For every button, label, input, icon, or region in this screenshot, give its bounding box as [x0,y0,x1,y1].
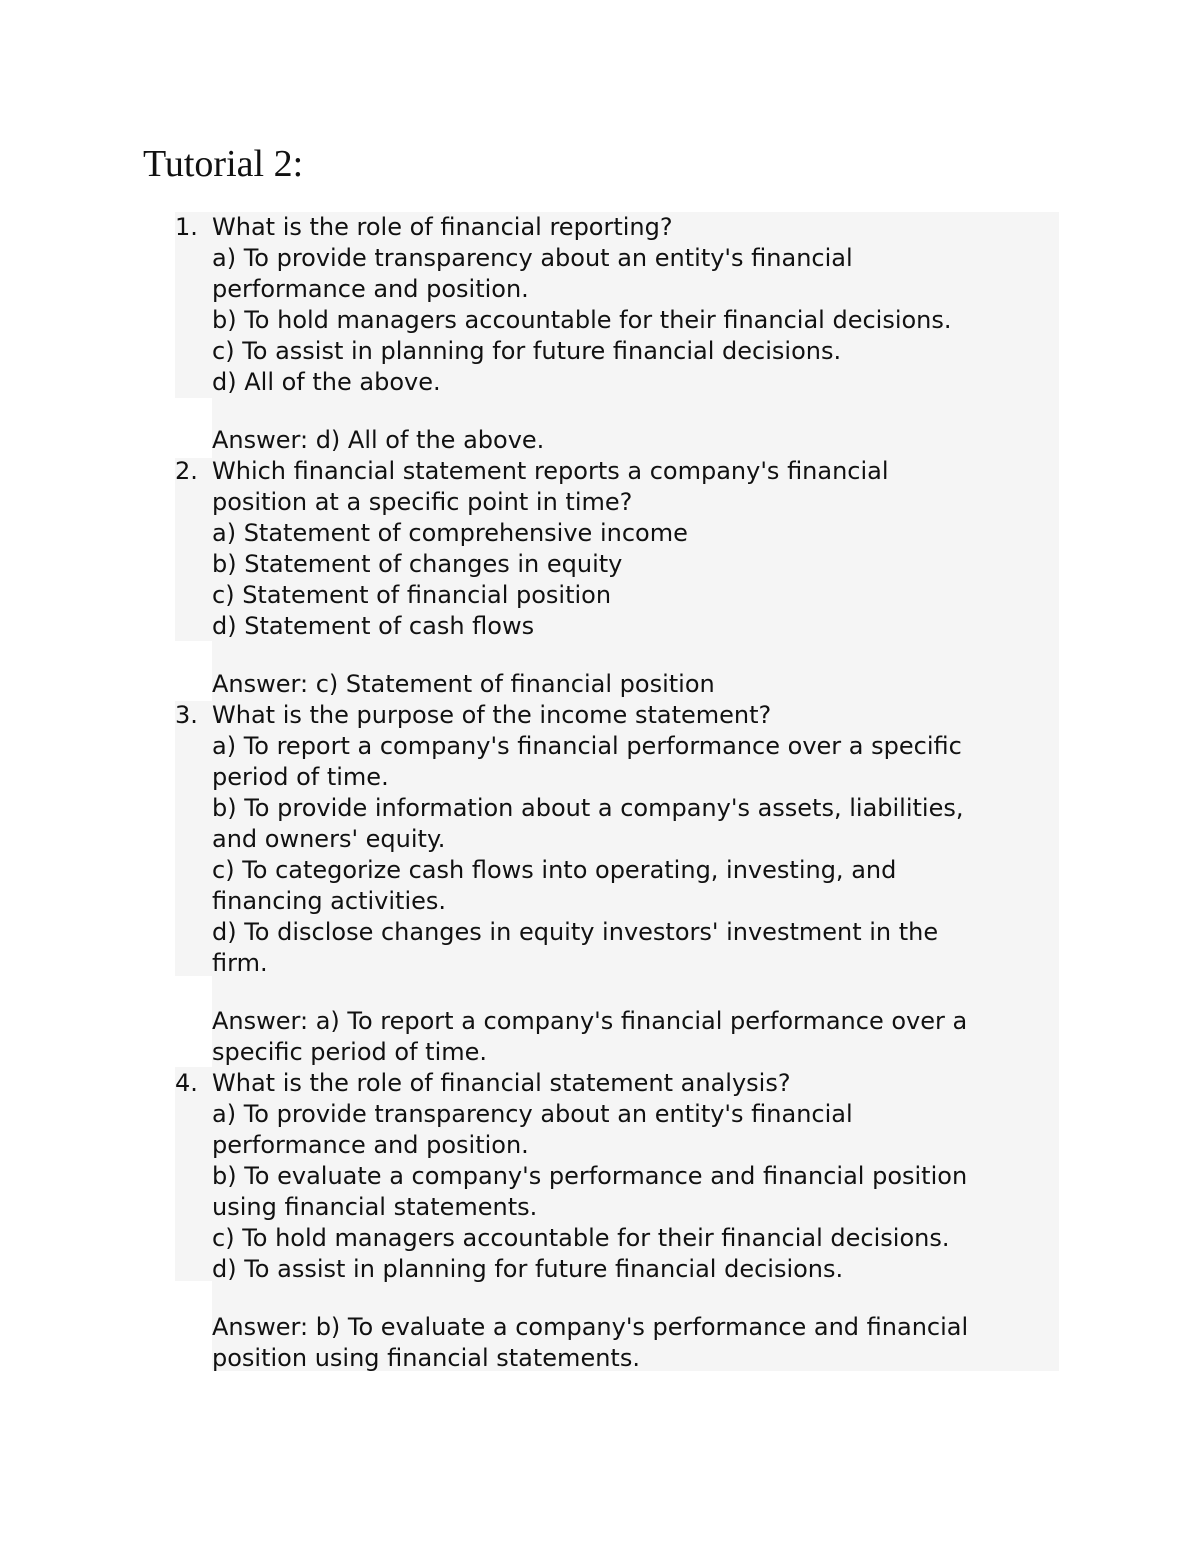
option-text: b) To evaluate a company's performance and financial position [212,1162,968,1190]
option-text: d) To disclose changes in equity investors' investment in the [212,918,939,946]
question-text: What is the purpose of the income statement? [212,701,772,729]
question-item [175,700,1065,1068]
question-list [175,212,1065,1374]
option-text: a) To report a company's financial performance over a specific [212,732,962,760]
answer-text: Answer: c) Statement of financial position [212,670,715,698]
option-text: d) Statement of cash flows [212,612,535,640]
option-text: using financial statements. [212,1193,538,1221]
option-text: c) Statement of financial position [212,581,612,609]
option-text: a) To provide transparency about an entity's financial [212,244,853,272]
page-title: Tutorial 2: [143,143,304,185]
spacer [212,642,1065,669]
question-number: 2. [175,457,198,485]
option-text: d) To assist in planning for future financial decisions. [212,1255,844,1283]
option-text: b) To provide information about a company's assets, liabilities, [212,794,964,822]
question-text: What is the role of financial reporting? [212,213,673,241]
option-text: and owners' equity. [212,825,446,853]
question-text: Which financial statement reports a company's financial [212,457,889,485]
question-text: What is the role of financial statement analysis? [212,1069,791,1097]
answer-text: specific period of time. [212,1038,488,1066]
spacer [212,1285,1065,1312]
option-text: firm. [212,949,268,977]
question-item [175,212,1065,456]
question-text: position at a specific point in time? [212,488,633,516]
question-number: 3. [175,701,198,729]
option-text: c) To categorize cash flows into operating, investing, and [212,856,897,884]
spacer [212,398,1065,425]
answer-text: Answer: b) To evaluate a company's performance and financial [212,1313,969,1341]
spacer [212,979,1065,1006]
question-number: 1. [175,213,198,241]
question-item [175,1068,1065,1374]
answer-text: position using financial statements. [212,1344,640,1372]
answer-text: Answer: a) To report a company's financial performance over a [212,1007,968,1035]
option-text: financing activities. [212,887,447,915]
option-text: performance and position. [212,275,529,303]
question-item [175,456,1065,700]
option-text: a) To provide transparency about an entity's financial [212,1100,853,1128]
option-text: c) To hold managers accountable for their financial decisions. [212,1224,950,1252]
answer-text: Answer: d) All of the above. [212,426,545,454]
option-text: a) Statement of comprehensive income [212,519,688,547]
option-text: b) To hold managers accountable for their financial decisions. [212,306,952,334]
option-text: b) Statement of changes in equity [212,550,623,578]
option-text: period of time. [212,763,389,791]
option-text: c) To assist in planning for future financial decisions. [212,337,842,365]
option-text: d) All of the above. [212,368,441,396]
question-number: 4. [175,1069,198,1097]
option-text: performance and position. [212,1131,529,1159]
